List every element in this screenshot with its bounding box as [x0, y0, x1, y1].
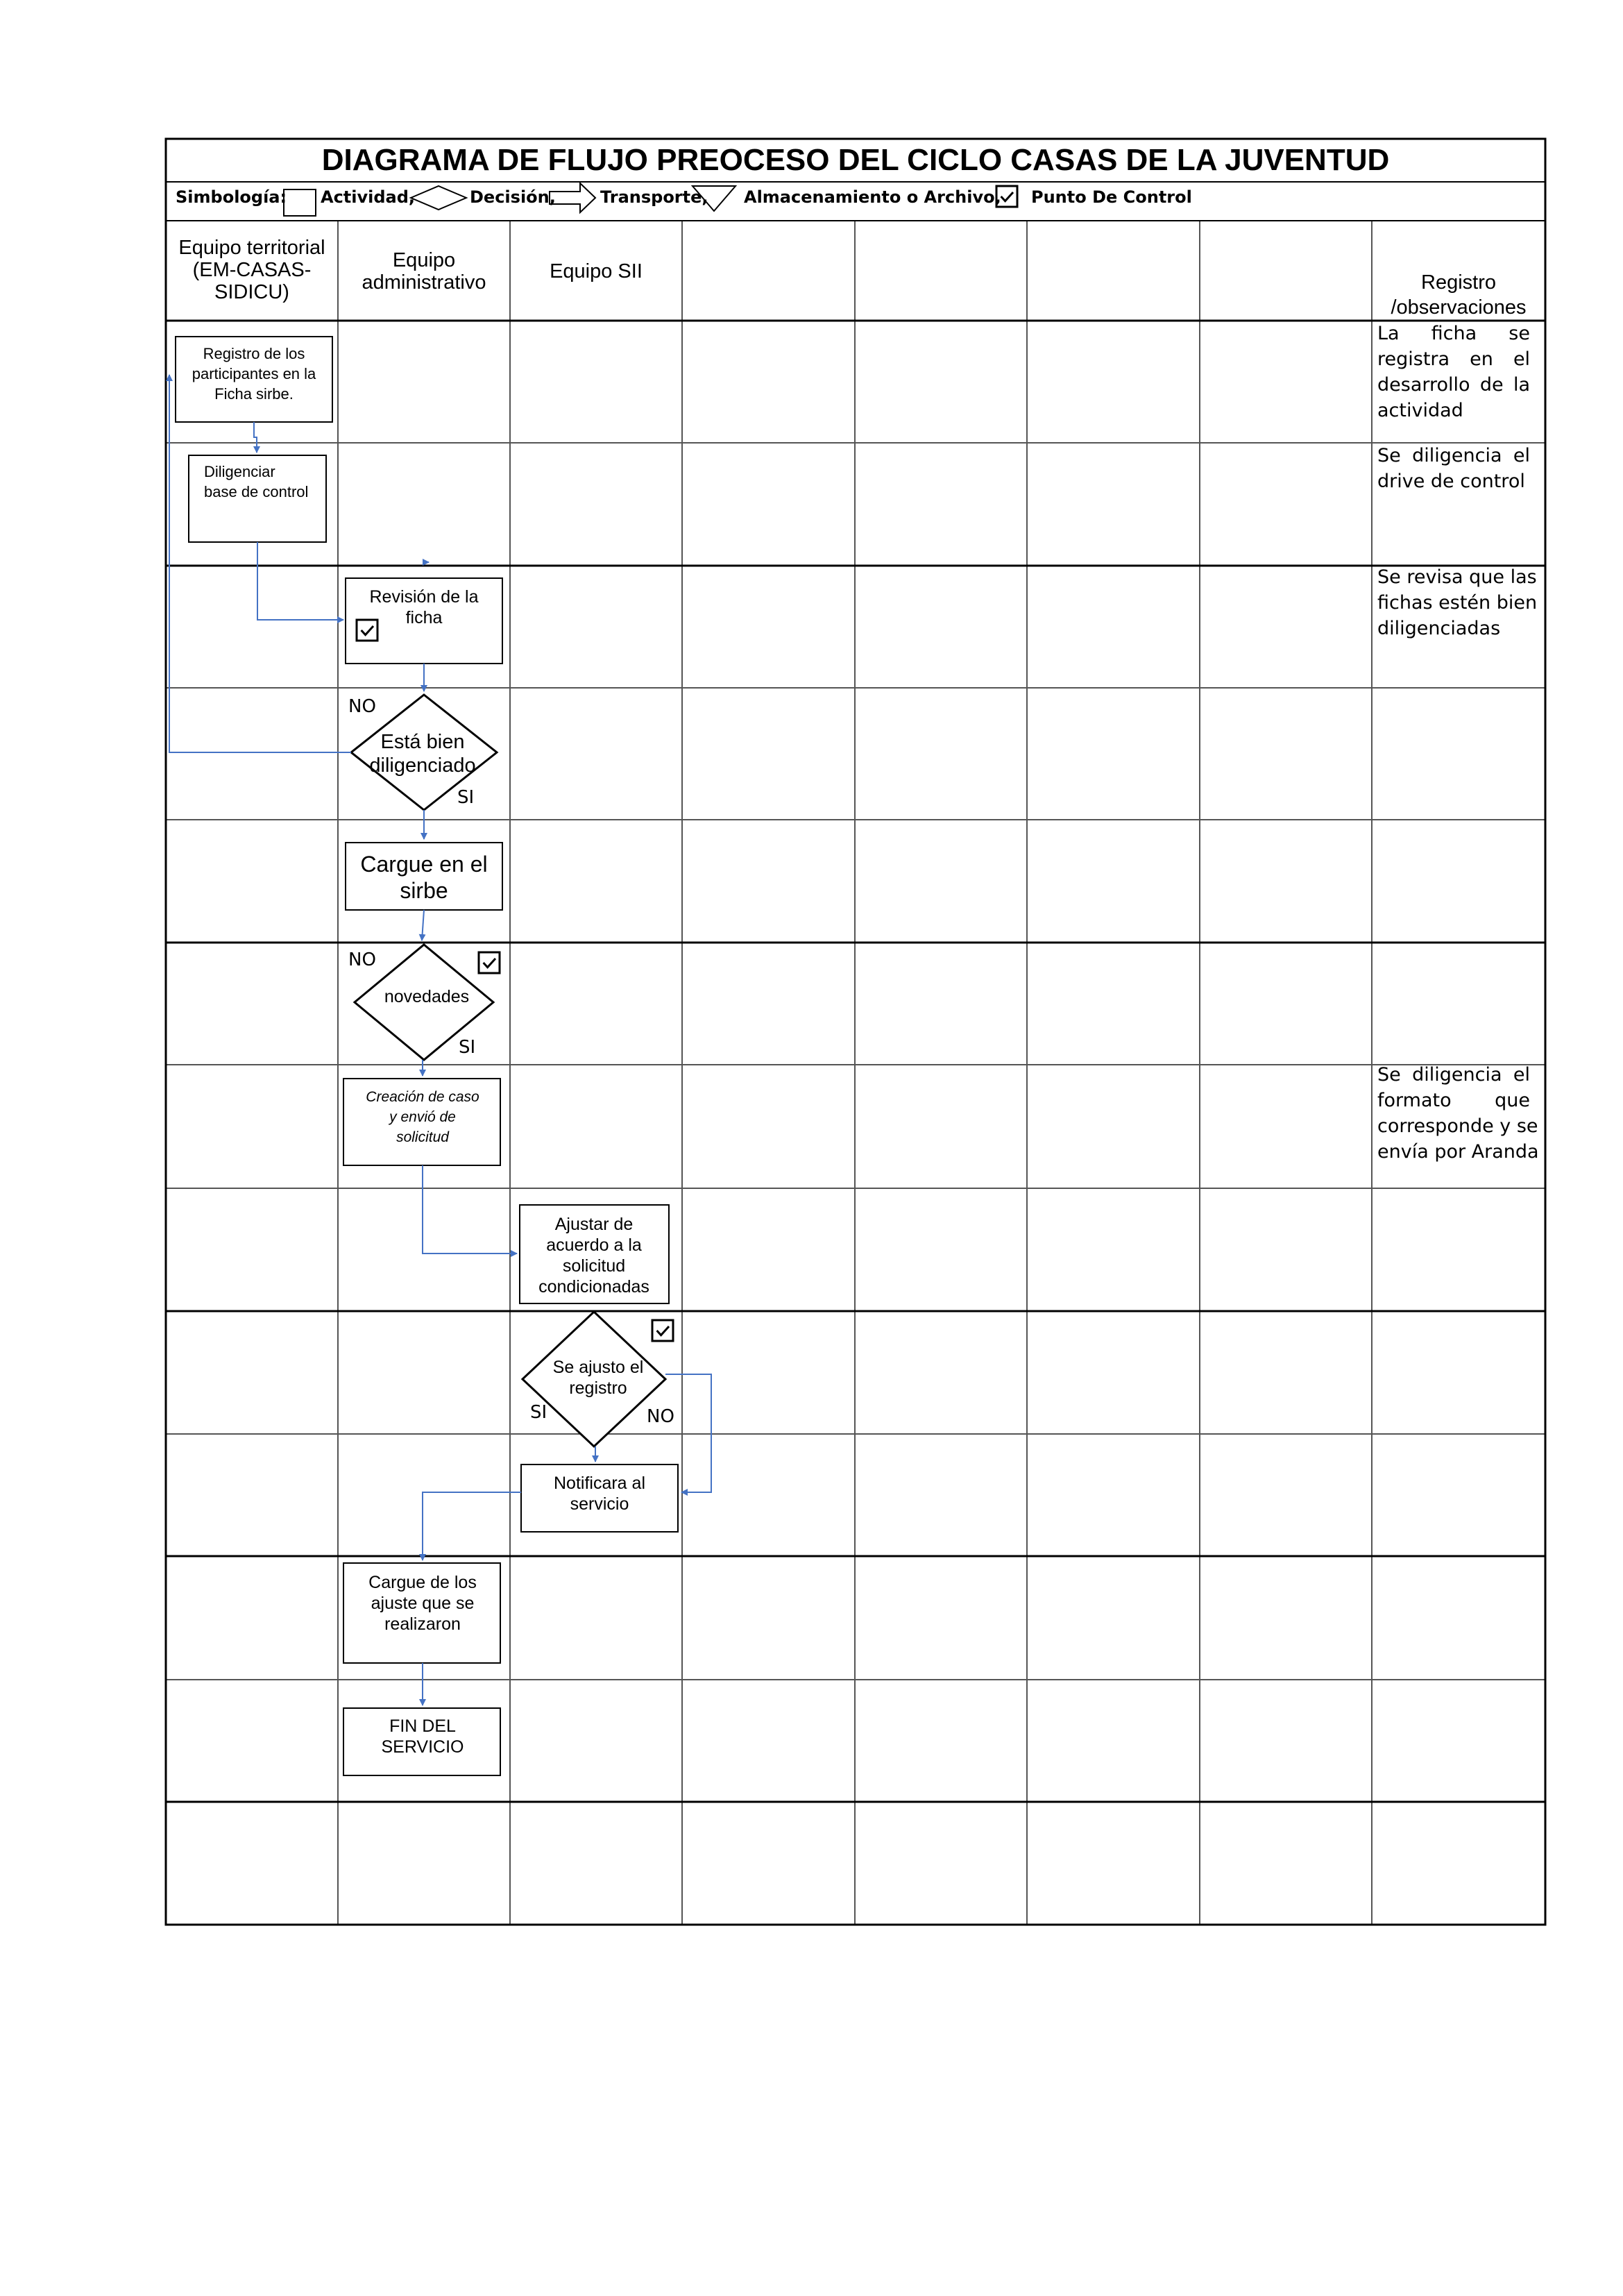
step-creacion-caso-label: Creación de caso y envió de solicitud [366, 1089, 479, 1145]
svg-text:registra en el: registra en el [1377, 348, 1531, 370]
svg-text:Se diligencia el: Se diligencia el [1377, 445, 1531, 466]
step-registro-participantes-label: Registro de los participantes en la Ficha sirbe. [192, 345, 316, 403]
legend-activity: Actividad, [321, 187, 416, 207]
label-si: SI [459, 1037, 476, 1058]
step-revision-ficha-label: Revisión de la ficha [369, 587, 479, 627]
connector-arrow [422, 910, 424, 940]
svg-text:actividad: actividad [1377, 400, 1463, 421]
legend-storage: Almacenamiento o Archivo, [744, 187, 1001, 207]
decision-symbol-icon [411, 186, 466, 210]
legend-prefix: Simbología: [176, 187, 287, 207]
svg-text:diligenciadas: diligenciadas [1377, 618, 1501, 639]
label-si: SI [530, 1402, 547, 1423]
legend [176, 183, 1192, 216]
lane-header-registro: Registro /observaciones [1391, 271, 1527, 319]
label-no: NO [647, 1406, 674, 1427]
connector-arrow [169, 375, 351, 752]
svg-text:envía por Aranda: envía por Aranda [1377, 1141, 1539, 1163]
decision-se-ajusto-label: Se ajusto el registro [552, 1358, 644, 1398]
step-cargue-sirbe-label: Cargue en el sirbe [360, 852, 488, 903]
legend-transport: Transporte, [600, 187, 708, 207]
control-point-icon [652, 1320, 673, 1341]
connector-arrow [423, 1492, 521, 1560]
decision-novedades-label: novedades [384, 987, 470, 1006]
observation-row-3 [1377, 566, 1537, 639]
label-no: NO [348, 949, 376, 970]
connector-arrow [257, 542, 343, 620]
observation-row-7 [1377, 1064, 1539, 1163]
transport-symbol-icon [550, 183, 595, 212]
step-fin-label: FIN DEL SERVICIO [381, 1716, 464, 1757]
svg-text:corresponde y se: corresponde y se [1377, 1115, 1538, 1137]
connector-arrow [423, 1165, 517, 1253]
svg-text:La ficha se: La ficha se [1377, 323, 1530, 344]
svg-text:Se revisa que las: Se revisa que las [1377, 566, 1537, 588]
connector-arrow [254, 422, 257, 453]
step-diligenciar-base-label: Diligenciar base de control [204, 463, 309, 500]
legend-control-point: Punto De Control [1031, 187, 1192, 207]
control-point-icon [479, 952, 500, 973]
activity-symbol-icon [284, 189, 316, 216]
lane-header-sii: Equipo SII [550, 260, 643, 282]
label-si: SI [457, 787, 475, 808]
decision-bien-diligenciado-label: Está bien diligenciado [369, 731, 476, 777]
svg-text:desarrollo de la: desarrollo de la [1377, 374, 1531, 396]
label-no: NO [348, 696, 376, 717]
svg-text:fichas estén bien: fichas estén bien [1377, 592, 1538, 614]
lane-header-territorial: Equipo territorial (EM-CASAS-SIDICU) [178, 237, 325, 303]
step-cargue-ajustes-label: Cargue de los ajuste que se realizaron [368, 1573, 477, 1634]
svg-text:Se diligencia el: Se diligencia el [1377, 1064, 1531, 1086]
lane-header-administrativo: Equipo administrativo [362, 249, 486, 294]
observation-row-2 [1377, 445, 1530, 492]
svg-text:drive de control: drive de control [1377, 471, 1525, 492]
observation-row-1 [1377, 323, 1530, 421]
legend-decision: Decisión, [470, 187, 556, 207]
diagram-title: DIAGRAMA DE FLUJO PREOCESO DEL CICLO CASAS DE LA JUVENTUD [321, 143, 1390, 177]
svg-text:formato que: formato que [1377, 1090, 1530, 1111]
step-notificara-label: Notificara al servicio [554, 1474, 645, 1514]
step-ajustar-label: Ajustar de acuerdo a la solicitud condicionadas [538, 1215, 649, 1297]
